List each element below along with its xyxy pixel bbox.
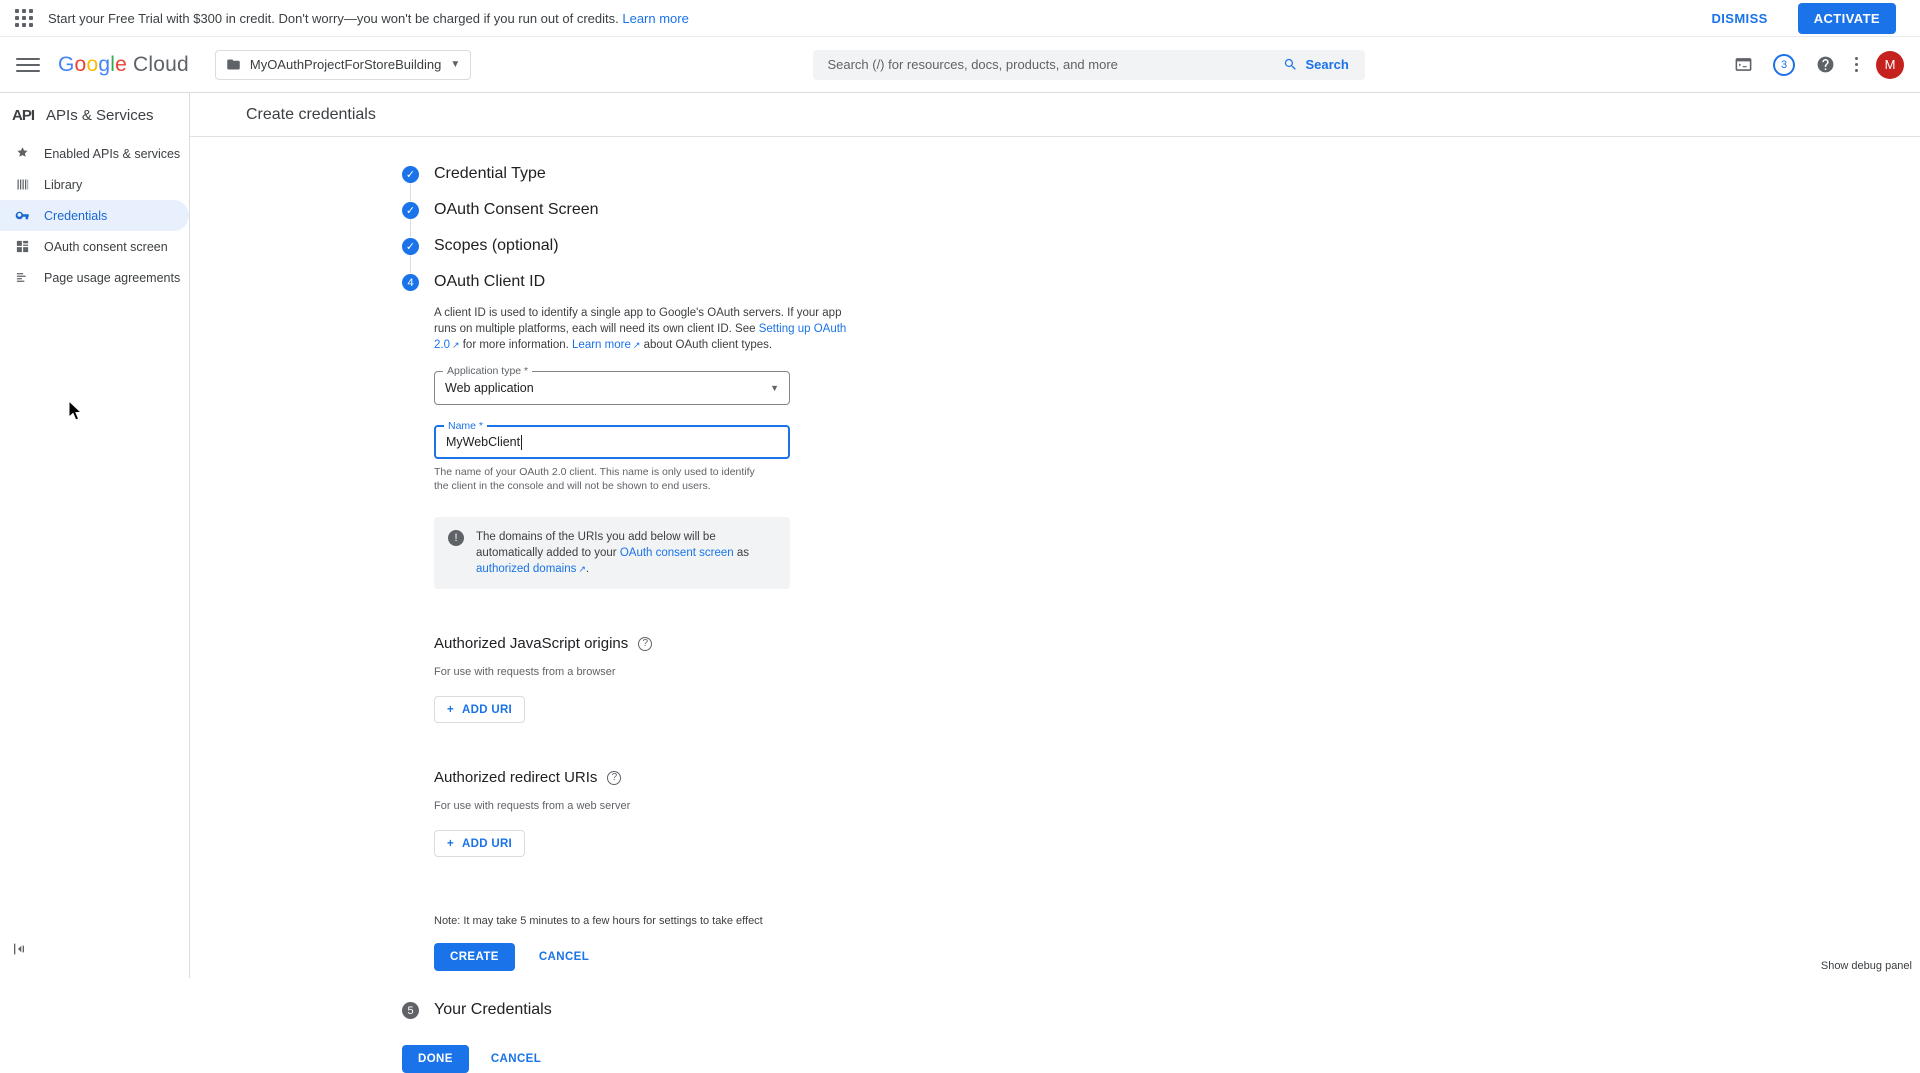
client-name-helper-text: The name of your OAuth 2.0 client. This name is only used to identify the client in the console and will not be shown to end users. — [434, 466, 755, 492]
activate-button[interactable]: ACTIVATE — [1798, 3, 1896, 34]
project-icon — [226, 57, 241, 72]
step-5-number: 5 — [402, 1002, 419, 1019]
desc-part-2: for more information. — [459, 339, 573, 351]
avatar-initial: M — [1884, 57, 1896, 72]
step-connector-1 — [410, 183, 411, 201]
info-mid: as — [733, 547, 749, 559]
logo-letter-g2: g — [98, 52, 111, 76]
library-icon — [14, 177, 30, 193]
redirect-uris-subtitle: For use with requests from a web server — [434, 800, 631, 812]
sidebar-item-label: Credentials — [44, 208, 108, 223]
search-input[interactable] — [813, 50, 1273, 80]
desc-part-3: about OAuth client types. — [640, 339, 773, 351]
step-3-title-text: Scopes — [434, 237, 488, 254]
google-cloud-logo[interactable] — [58, 53, 189, 77]
logo-letter-l: l — [110, 52, 116, 76]
step-1-title: Credential Type — [434, 165, 546, 182]
step-5-title: Your Credentials — [434, 1001, 552, 1018]
text-caret — [521, 435, 522, 450]
client-name-label: Name * — [444, 420, 487, 432]
sidebar-item-label: Enabled APIs & services — [44, 146, 181, 161]
js-origins-title: Authorized JavaScript origins — [434, 635, 629, 652]
step-3-check-icon: ✓ — [402, 238, 419, 255]
client-name-input[interactable] — [434, 420, 790, 459]
learn-more-link[interactable]: Learn more ↗ — [572, 339, 640, 351]
desc-part-1: A client ID is used to identify a single app to Google's OAuth servers. If your app runs on multiple platforms, each will need its own client ID. See — [434, 307, 842, 335]
key-icon — [14, 208, 30, 224]
global-search — [813, 50, 1364, 80]
show-debug-panel-link[interactable]: Show debug panel — [1820, 960, 1912, 972]
step-oauth-consent-screen[interactable] — [190, 201, 1920, 219]
project-name: MyOAuthProjectForStoreBuilding — [249, 57, 442, 72]
add-redirect-uri-button[interactable] — [434, 830, 525, 857]
wizard-footer-actions — [402, 1045, 1920, 1073]
oauth-consent-screen-link[interactable]: OAuth consent screen — [619, 547, 734, 559]
create-button[interactable]: CREATE — [434, 943, 515, 971]
sidebar-item-library[interactable] — [0, 169, 189, 200]
step-credential-type[interactable] — [190, 165, 1920, 183]
chevron-down-icon: ▼ — [450, 59, 461, 70]
redirect-uris-title: Authorized redirect URIs — [434, 769, 598, 786]
consent-icon — [14, 239, 30, 255]
free-trial-banner — [0, 0, 1920, 37]
js-origins-subtitle: For use with requests from a browser — [434, 666, 616, 678]
project-selector[interactable] — [215, 50, 471, 80]
add-js-origin-uri-button[interactable] — [434, 696, 525, 723]
top-navigation-bar — [0, 37, 1920, 93]
setting-up-oauth-link[interactable]: Setting up OAuth 2.0 ↗ — [434, 323, 846, 351]
help-icon[interactable]: ? — [638, 637, 652, 651]
step-connector-2 — [410, 219, 411, 237]
help-icon[interactable] — [1813, 53, 1837, 77]
search-icon — [1283, 57, 1298, 72]
step-4-number: 4 — [402, 274, 419, 291]
step-3-title — [434, 237, 559, 255]
search-button-label: Search — [1305, 57, 1349, 72]
banner-actions — [1703, 3, 1906, 34]
info-end: . — [585, 563, 590, 575]
add-uri-label: ADD URI — [462, 837, 513, 850]
dashboard-icon — [14, 146, 30, 162]
logo-cloud-text: Cloud — [132, 52, 189, 76]
sidebar-item-label: Library — [44, 177, 83, 192]
sidebar-item-credentials[interactable] — [0, 200, 189, 231]
done-button[interactable]: DONE — [402, 1045, 469, 1073]
wizard-cancel-button[interactable]: CANCEL — [481, 1047, 551, 1071]
apps-grid-icon[interactable] — [14, 8, 34, 28]
application-type-label: Application type * — [443, 365, 532, 377]
step-2-check-icon: ✓ — [402, 202, 419, 219]
redirect-uris-header — [434, 769, 864, 786]
trial-message — [48, 11, 689, 26]
menu-icon[interactable] — [16, 53, 40, 77]
logo-letter-g: G — [58, 52, 75, 76]
help-icon[interactable]: ? — [607, 771, 621, 785]
cancel-button[interactable]: CANCEL — [529, 945, 599, 969]
application-type-value: Web application — [445, 381, 534, 395]
settings-effect-note: Note: It may take 5 minutes to a few hours for settings to take effect — [434, 915, 763, 927]
agreements-icon — [14, 270, 30, 286]
cloud-shell-icon[interactable] — [1731, 53, 1755, 77]
domains-info-box — [434, 517, 790, 589]
add-uri-label: ADD URI — [462, 703, 513, 716]
dismiss-button[interactable]: DISMISS — [1703, 5, 1775, 32]
js-origins-header — [434, 635, 864, 652]
step-connector-3 — [410, 255, 411, 273]
chevron-down-icon: ▼ — [770, 383, 779, 393]
step-your-credentials[interactable] — [190, 1001, 1920, 1019]
sidebar-item-oauth-consent-screen[interactable] — [0, 231, 189, 262]
plus-icon: + — [447, 837, 455, 850]
sidebar-item-enabled-apis[interactable] — [0, 138, 189, 169]
credentials-wizard — [190, 137, 1920, 1073]
apis-services-icon: API — [12, 107, 35, 124]
main-content — [190, 93, 1920, 1065]
notifications-badge[interactable] — [1773, 54, 1795, 76]
plus-icon: + — [447, 703, 455, 716]
step-scopes[interactable] — [190, 237, 1920, 255]
avatar[interactable] — [1876, 51, 1904, 79]
more-options-icon[interactable] — [1855, 57, 1858, 72]
topbar-actions — [1731, 51, 1904, 79]
trial-message-text: Start your Free Trial with $300 in credit. Don't worry—you won't be charged if you run out of credits. — [48, 10, 619, 26]
search-button[interactable] — [1273, 50, 1364, 80]
application-type-select[interactable] — [434, 365, 790, 405]
step-oauth-client-id[interactable] — [190, 273, 1920, 291]
trial-learn-more-link[interactable]: Learn more — [622, 10, 689, 26]
logo-letter-e: e — [115, 52, 127, 76]
domains-info-text — [476, 529, 776, 577]
sidebar-item-page-usage-agreements[interactable] — [0, 262, 189, 293]
sidebar-item-label: Page usage agreements — [44, 270, 181, 285]
authorized-domains-link[interactable]: authorized domains ↗ — [476, 563, 586, 575]
info-icon: ! — [448, 530, 464, 546]
notifications-count: 3 — [1780, 58, 1788, 71]
page-title: Create credentials — [246, 105, 376, 123]
sidebar-title-label: APIs & Services — [46, 107, 154, 124]
sidebar-product-title — [0, 93, 189, 138]
logo-letter-o1: o — [74, 52, 87, 76]
logo-letter-o2: o — [86, 52, 99, 76]
info-part-1: The domains of the URIs you add below will be automatically added to your — [476, 531, 716, 559]
client-name-value: MyWebClient — [446, 435, 521, 449]
step-3-optional-suffix: (optional) — [487, 237, 559, 254]
step-1-check-icon: ✓ — [402, 166, 419, 183]
page-header — [190, 93, 1920, 137]
collapse-sidebar-icon[interactable] — [12, 941, 28, 960]
step-4-title: OAuth Client ID — [434, 273, 546, 290]
sidebar — [0, 93, 190, 978]
oauth-client-description — [434, 305, 864, 353]
oauth-client-actions — [434, 943, 864, 971]
sidebar-item-label: OAuth consent screen — [44, 239, 168, 254]
oauth-client-form — [434, 291, 864, 971]
step-2-title: OAuth Consent Screen — [434, 201, 599, 218]
